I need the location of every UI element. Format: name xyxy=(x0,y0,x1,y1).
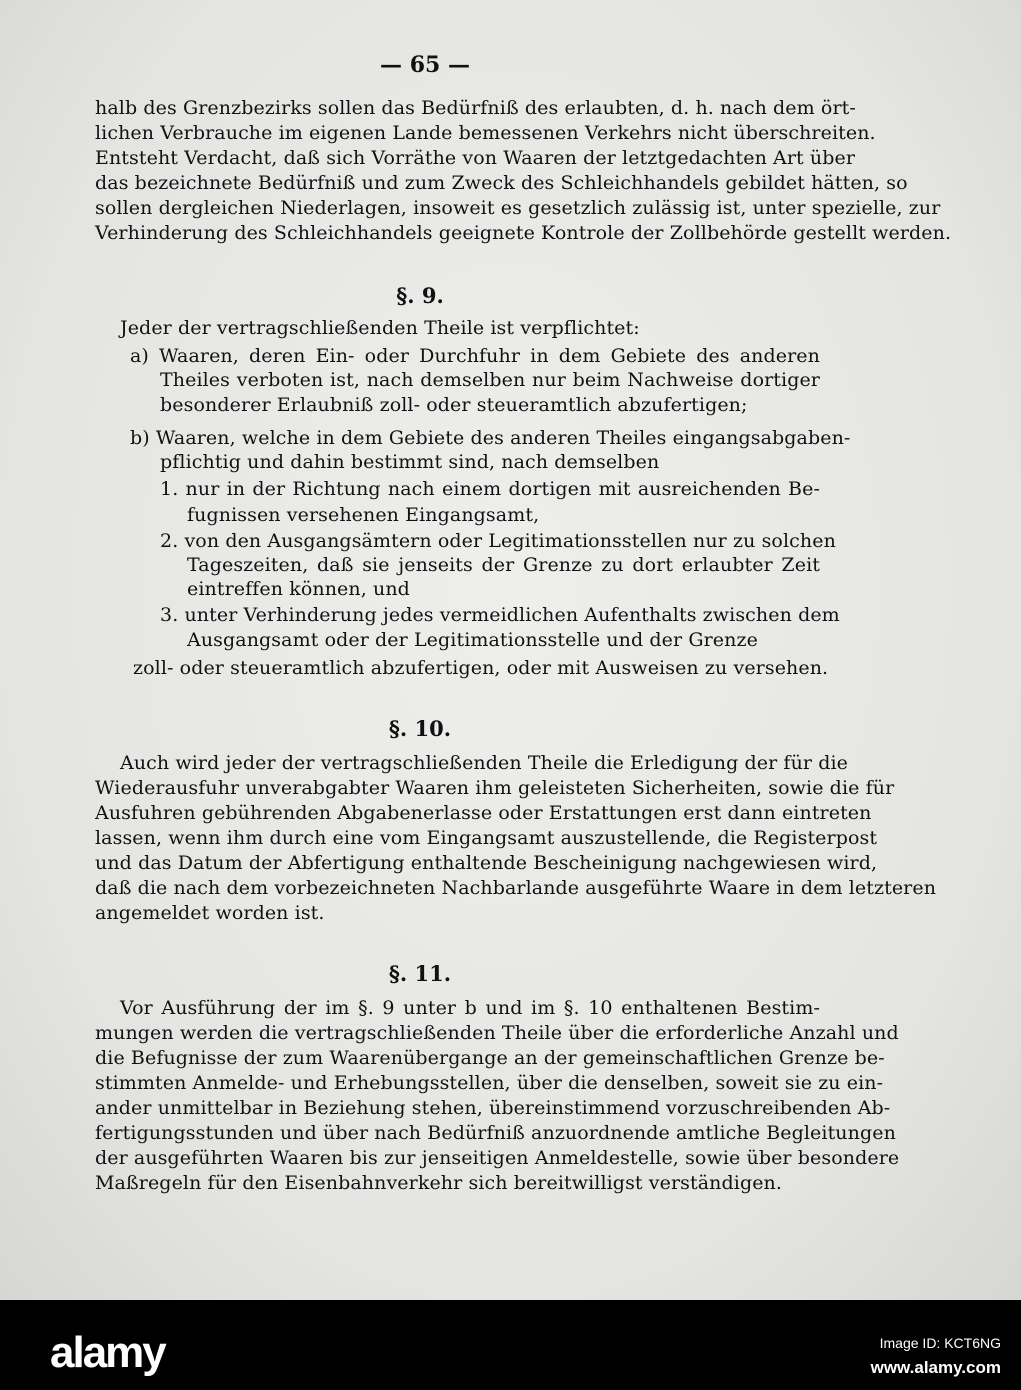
text-line: Jeder der vertragschließenden Theile ist verpflichtet: xyxy=(120,317,640,339)
text-line: Theiles verboten ist, nach demselben nur beim Nachweise dortiger xyxy=(160,369,820,391)
text-line: pflichtig und dahin bestimmt sind, nach demselben xyxy=(160,451,660,473)
text-line: stimmten Anmelde- und Erhebungsstellen, über die denselben, soweit sie zu ein- xyxy=(95,1072,884,1094)
text-line: Wiederausfuhr unverabgabter Waaren ihm geleisteten Sicherheiten, sowie die für xyxy=(95,777,895,799)
site-url: www.alamy.com xyxy=(870,1358,1001,1377)
text-line: Vor Ausführung der im §. 9 unter b und im §. 10 enthaltenen Bestim- xyxy=(120,997,820,1019)
text-line: angemeldet worden ist. xyxy=(95,902,325,924)
text-line: fertigungsstunden und über nach Bedürfniß anzuordnende amtliche Begleitungen xyxy=(95,1122,896,1144)
page-number: — 65 — xyxy=(380,52,470,78)
text-line: das bezeichnete Bedürfniß und zum Zweck des Schleichhandels gebildet hätten, so xyxy=(95,172,908,194)
text-line: 2. von den Ausgangsämtern oder Legitimationsstellen nur zu solchen xyxy=(160,530,836,552)
text-line: lassen, wenn ihm durch eine vom Eingangsamt auszustellende, die Registerpost xyxy=(95,827,878,849)
text-line: der ausgeführten Waaren bis zur jenseitigen Anmeldestelle, sowie über besondere xyxy=(95,1147,900,1169)
text-line: Verhinderung des Schleichhandels geeignete Kontrole der Zollbehörde gestellt werden. xyxy=(95,222,952,244)
text-line: sollen dergleichen Niederlagen, insoweit es gesetzlich zulässig ist, unter spezielle, zur xyxy=(95,197,941,219)
text-line: Auch wird jeder der vertragschließenden Theile die Erledigung der für die xyxy=(120,752,849,774)
text-line: lichen Verbrauche im eigenen Lande bemessenen Verkehrs nicht überschreiten. xyxy=(95,122,876,144)
alamy-logo: alamy xyxy=(50,1328,165,1377)
text-line: 1. nur in der Richtung nach einem dortigen mit ausreichenden Be- xyxy=(160,478,820,500)
watermark-footer xyxy=(0,1300,1021,1390)
text-line: a) Waaren, deren Ein- oder Durchfuhr in dem Gebiete des anderen xyxy=(130,345,820,367)
text-line: fugnissen versehenen Eingangsamt, xyxy=(187,504,540,526)
text-line: Ausgangsamt oder der Legitimationsstelle und der Grenze xyxy=(187,629,758,651)
section-heading: §. 9. xyxy=(396,283,444,308)
text-line: eintreffen können, und xyxy=(187,578,410,600)
text-line: Entsteht Verdacht, daß sich Vorräthe von Waaren der letztgedachten Art über xyxy=(95,147,856,169)
text-line: halb des Grenzbezirks sollen das Bedürfniß des erlaubten, d. h. nach dem ört- xyxy=(95,97,856,119)
text-line: besonderer Erlaubniß zoll- oder steueramtlich abzufertigen; xyxy=(160,394,748,416)
section-heading: §. 10. xyxy=(388,716,452,741)
section-heading: §. 11. xyxy=(388,961,452,986)
text-line: zoll- oder steueramtlich abzufertigen, oder mit Ausweisen zu versehen. xyxy=(133,657,829,679)
text-line: 3. unter Verhinderung jedes vermeidlichen Aufenthalts zwischen dem xyxy=(160,604,840,626)
text-line: und das Datum der Abfertigung enthaltende Bescheinigung nachgewiesen wird, xyxy=(95,852,878,874)
text-line: b) Waaren, welche in dem Gebiete des anderen Theiles eingangsabgaben- xyxy=(130,427,851,449)
text-line: ander unmittelbar in Beziehung stehen, übereinstimmend vorzuschreibenden Ab- xyxy=(95,1097,891,1119)
text-line: mungen werden die vertragschließenden Theile über die erforderliche Anzahl und xyxy=(95,1022,899,1044)
text-line: Maßregeln für den Eisenbahnverkehr sich bereitwilligst verständigen. xyxy=(95,1172,783,1194)
text-line: Tageszeiten, daß sie jenseits der Grenze zu dort erlaubter Zeit xyxy=(187,554,820,576)
text-line: die Befugnisse der zum Waarenübergange an der gemeinschaftlichen Grenze be- xyxy=(95,1047,885,1069)
text-line: Ausfuhren gebührenden Abgabenerlasse oder Erstattungen erst dann eintreten xyxy=(95,802,872,824)
image-id: Image ID: KCT6NG xyxy=(879,1335,1001,1351)
text-line: daß die nach dem vorbezeichneten Nachbarlande ausgeführte Waare in dem letzteren xyxy=(95,877,937,899)
